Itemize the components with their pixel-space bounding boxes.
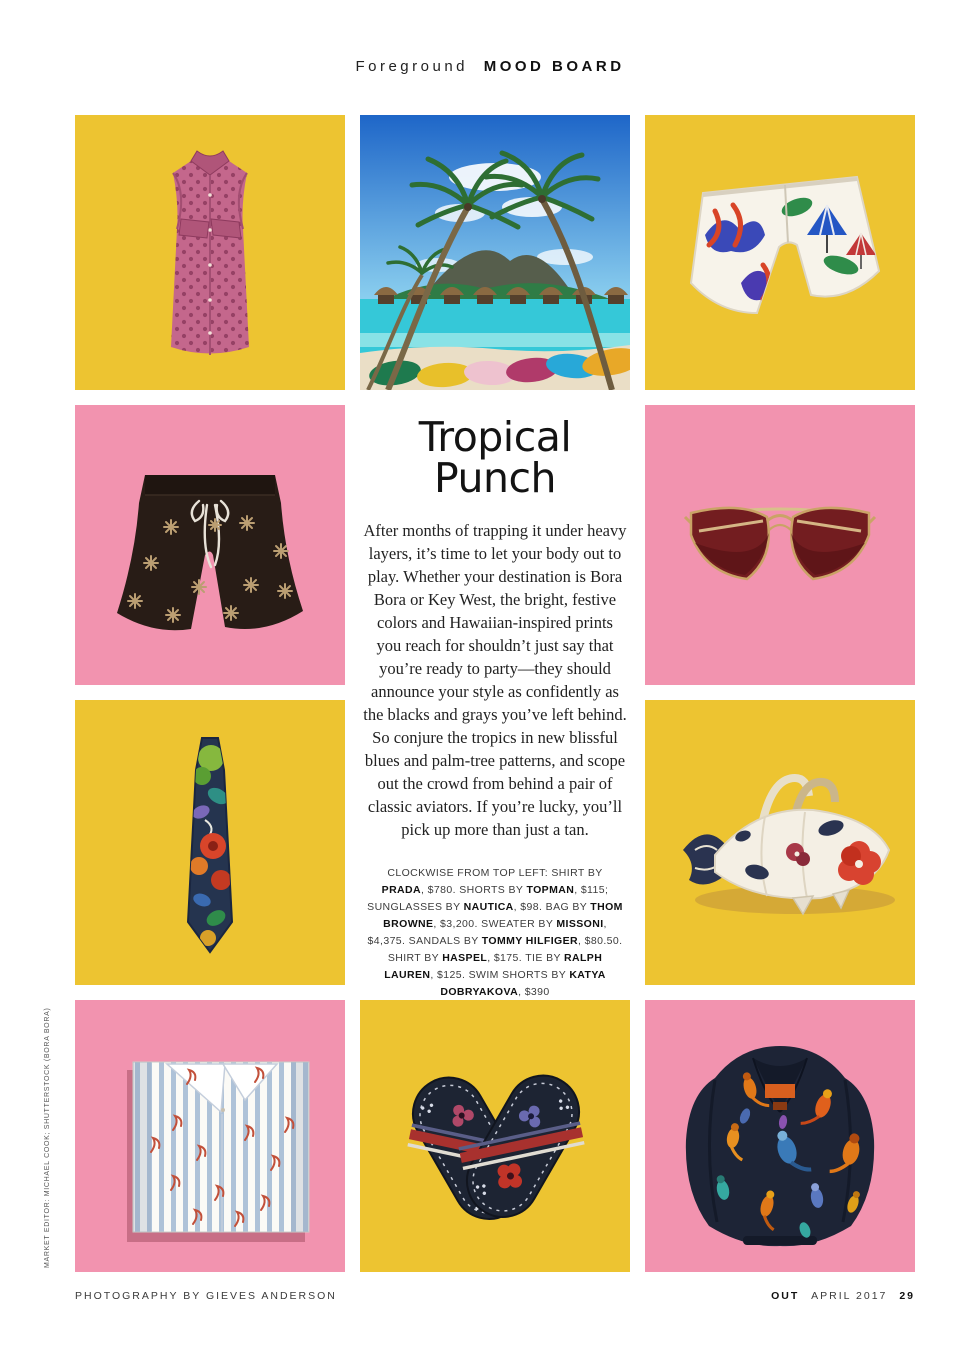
prada-shirt-photo [75,115,345,390]
issue-date: APRIL 2017 [811,1290,888,1302]
credits-text: CLOCKWISE FROM TOP LEFT: SHIRT BY PRADA, $780. SHORTS BY TOPMAN, $115; SUNGLASSES BY NAUTICA, $98. BAG BY THOM BROWNE, $3,200. SWEATER BY MISSONI, $4,375. SANDALS BY TOMMY HILFIGER, $80.50. SHIRT BY HASPEL, $175. TIE BY RALPH LAUREN, $125. SWIM SHORTS BY KATYA DOBRYAKOVA, $390 [367,867,623,998]
tropical-beach-image [360,115,630,390]
title-line-2: Punch [433,454,556,502]
magazine-name: OUT [771,1290,800,1302]
black-swim-shorts-image [75,405,345,685]
sandals-photo [360,1000,630,1272]
swim-shorts-photo [75,405,345,685]
aviator-sunglasses-image [645,405,915,685]
floral-sandals-image [360,1000,630,1272]
market-editor-credit: MARKET EDITOR: MICHAEL COOK; SHUTTERSTOCK (BORA BORA) [44,1007,51,1268]
bird-print-sweater-image [645,1000,915,1272]
photography-credit: PHOTOGRAPHY BY GIEVES ANDERSON [75,1290,337,1302]
bora-bora-photo [360,115,630,390]
header-kicker: Foreground [355,58,469,75]
fish-bag-photo [645,700,915,985]
tropical-tie-image [75,700,345,985]
mood-board-grid [75,115,915,1272]
page-header [0,58,980,75]
topman-shorts-photo [645,115,915,390]
folio [764,1290,915,1302]
tie-photo [75,700,345,985]
missoni-sweater-photo [645,1000,915,1272]
article-title [418,413,572,502]
tropical-print-shorts-image [645,115,915,390]
article-body: After months of trapping it under heavy layers, it’s time to let your body out to play. Whether your destination is Bora Bora or Key West, the bright, festive colors and Hawaiian-inspired prints you reach for shouldn’t just say that you’re ready to party—they should announce your style as confidently as the blacks and grays you’ve left behind. So conjure the tropics in new blissful blues and palm-tree patterns, and scope out the crowd from behind a pair of classic aviators. If you’re lucky, you’ll pick up more than just a tan. [363,521,627,839]
page-footer [75,1290,915,1302]
folded-striped-shirt-image [75,1000,345,1272]
article-text-block [360,405,630,998]
title-line-1: Tropical [418,413,572,461]
pink-sleeveless-shirt-image [75,115,345,390]
haspel-shirt-photo [75,1000,345,1272]
header-section-title: MOOD BOARD [483,58,625,75]
fish-shaped-bag-image [645,700,915,985]
sunglasses-photo [645,405,915,685]
page-number: 29 [899,1290,915,1302]
